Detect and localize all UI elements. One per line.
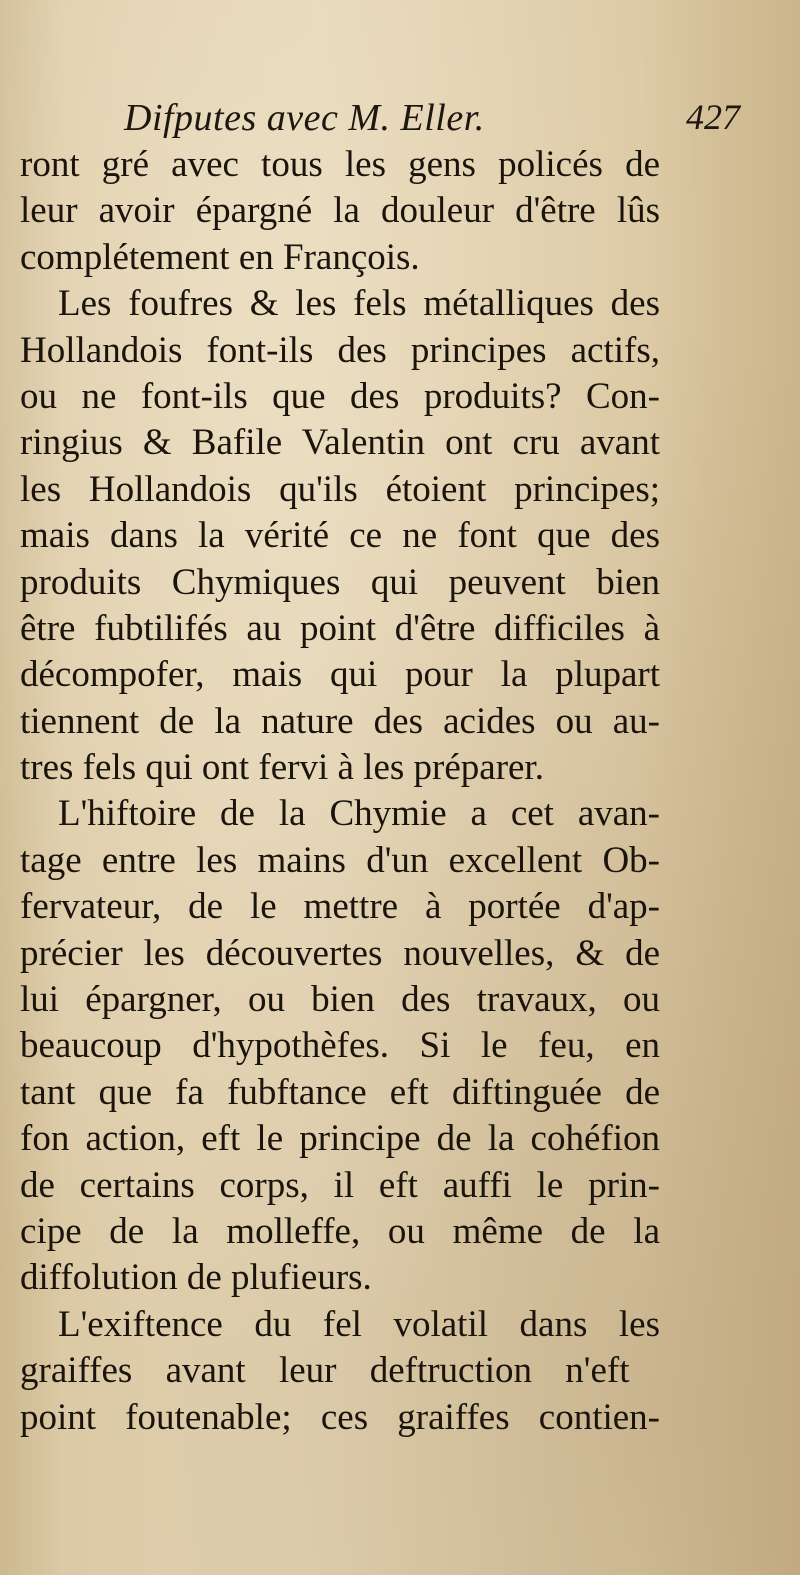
text-line: beaucoup d'hypothèfes. Si le feu, en	[20, 1025, 660, 1067]
text-line: complétement en François.	[20, 236, 420, 278]
text-line: fon action, eft le principe de la cohéfion	[20, 1118, 660, 1160]
text-line: lui épargner, ou bien des travaux, ou	[20, 979, 660, 1021]
text-line: tage entre les mains d'un excellent Ob-	[20, 839, 660, 881]
page-header	[40, 96, 770, 142]
text-line: de certains corps, il eft auffi le prin-	[20, 1164, 660, 1206]
text-line: ringius & Bafile Valentin ont cru avant	[20, 422, 660, 464]
paragraph-start-line: L'exiftence du fel volatil dans les	[58, 1303, 660, 1345]
text-line: point foutenable; ces graiffes contien-	[20, 1396, 660, 1438]
paragraph-start-line: L'hiftoire de la Chymie a cet avan-	[58, 793, 660, 835]
text-line: graiffes avant leur deftruction n'eft	[20, 1350, 630, 1392]
text-line: produits Chymiques qui peuvent bien	[20, 561, 660, 603]
running-title: Difputes avec M. Eller.	[124, 97, 485, 139]
body-text	[20, 142, 660, 1441]
text-line: tres fels qui ont fervi à les préparer.	[20, 747, 544, 789]
page-number: 427	[686, 97, 740, 137]
text-line: ront gré avec tous les gens policés de	[20, 144, 660, 185]
text-line: ou ne font-ils que des produits? Con-	[20, 375, 660, 417]
text-line: leur avoir épargné la douleur d'être lûs	[20, 190, 660, 232]
text-line: fervateur, de le mettre à portée d'ap-	[20, 886, 660, 928]
text-line: diffolution de plufieurs.	[20, 1257, 372, 1299]
text-line: tiennent de la nature des acides ou au-	[20, 700, 660, 742]
text-line: être fubtilifés au point d'être difficiles à	[20, 607, 660, 649]
text-line: Hollandois font-ils des principes actifs,	[20, 329, 660, 371]
text-line: précier les découvertes nouvelles, & de	[20, 932, 660, 974]
text-line: cipe de la molleffe, ou même de la	[20, 1210, 660, 1252]
text-line: mais dans la vérité ce ne font que des	[20, 515, 660, 557]
text-line: décompofer, mais qui pour la plupart	[20, 654, 660, 696]
text-line: tant que fa fubftance eft diftinguée de	[20, 1071, 660, 1113]
paragraph-start-line: Les foufres & les fels métalliques des	[58, 283, 660, 325]
text-line: les Hollandois qu'ils étoient principes;	[20, 468, 660, 510]
